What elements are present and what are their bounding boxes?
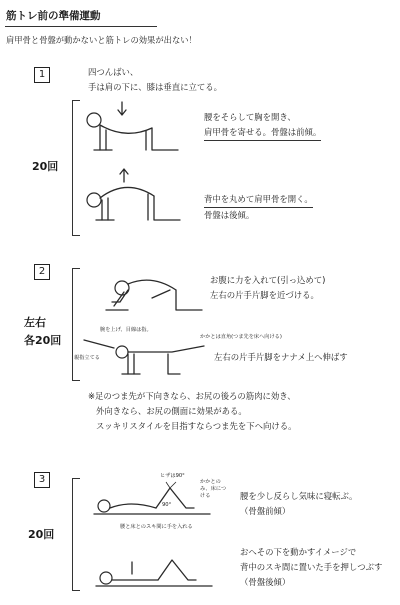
section-1-number: 1 (34, 67, 50, 83)
label-angle: 90° (162, 502, 172, 508)
bracket-tick (72, 235, 80, 236)
bracket-tick (72, 268, 80, 269)
bracket-tick (72, 478, 80, 479)
step-text-line: おへその下を動かすイメージで (240, 547, 357, 557)
section-2-note (88, 389, 297, 434)
section-3-number: 3 (34, 472, 50, 488)
section-2-count-line-2: 各20回 (24, 334, 62, 347)
label-gap: 腰と床とのスキ間に手を入れる (120, 524, 193, 530)
label-heel-only: かかとのみ、床につける (200, 479, 227, 499)
step-text-line: （骨盤後傾） (240, 577, 291, 587)
section-1-intro-line: 手は肩の下に、膝は垂直に立てる。 (88, 82, 222, 92)
step-text-line: お腹に力を入れて(引っ込めて) (210, 275, 326, 285)
step-text-line: （骨盤前傾） (240, 506, 291, 516)
note-line: 外向きなら、お尻の側面に効果がある。 (96, 406, 247, 416)
section-2-number: 2 (34, 264, 50, 280)
bracket-tick (72, 380, 80, 381)
figure-bird-dog-extend (80, 334, 210, 384)
section-3-count: 20回 (28, 528, 55, 541)
step-text-line: 腰をそらして胸を開き、 (204, 112, 296, 122)
note-line: スッキリスタイルを目指すならつま先を下へ向ける。 (96, 421, 297, 431)
note-line: ※足のつま先が下向きなら、お尻の後ろの筋肉に効き、 (88, 391, 296, 401)
label-finger: 親指立てる (74, 355, 100, 361)
page-title: 筋トレ前の準備運動 (6, 10, 101, 22)
section-3-step-a (240, 489, 357, 519)
figure-pelvic-tilt-forward (90, 478, 220, 518)
step-text-line: 背中を丸めて肩甲骨を開く。 (204, 192, 313, 208)
bracket-tick (72, 590, 80, 591)
label-arm: 腕を上げ、目線は指。 (100, 327, 152, 333)
section-1-count: 20回 (32, 160, 59, 173)
section-1-intro-line: 四つんばい、 (88, 67, 139, 77)
section-1-step-a (204, 110, 321, 141)
section-2-step-a (210, 273, 325, 303)
step-text-line: 骨盤は後傾。 (204, 210, 255, 220)
figure-cat-back-arched (78, 98, 188, 160)
section-3-bracket (72, 478, 73, 590)
section-1-intro (88, 65, 222, 95)
section-2-step-b: 左右の片手片脚をナナメ上へ伸ばす (214, 352, 348, 362)
figure-pelvic-tilt-back (92, 548, 222, 590)
step-text-line: 腰を少し反らし気味に寝転ぶ。 (240, 491, 358, 501)
figure-bird-dog-crunch (92, 268, 212, 318)
title-underline (5, 26, 157, 27)
label-heel: かかとは直角(つま先を床へ向ける) (200, 334, 282, 340)
section-1-step-b (204, 192, 313, 223)
step-text-line: 左右の片手片脚を近づける。 (210, 290, 319, 300)
section-1-bracket (72, 100, 73, 235)
step-text-line: 肩甲骨を寄せる。骨盤は前傾。 (204, 125, 321, 141)
section-2-count-line-1: 左右 (24, 316, 46, 329)
figure-cat-back-rounded (80, 164, 190, 226)
label-knee: ヒザは90° (160, 473, 185, 479)
page-subtitle: 肩甲骨と骨盤が動かないと筋トレの効果が出ない！ (6, 35, 197, 45)
step-text-line: 背中のスキ間に置いた手を押しつぶす (240, 562, 383, 572)
section-2-bracket (72, 268, 73, 380)
section-3-step-b (240, 545, 382, 590)
